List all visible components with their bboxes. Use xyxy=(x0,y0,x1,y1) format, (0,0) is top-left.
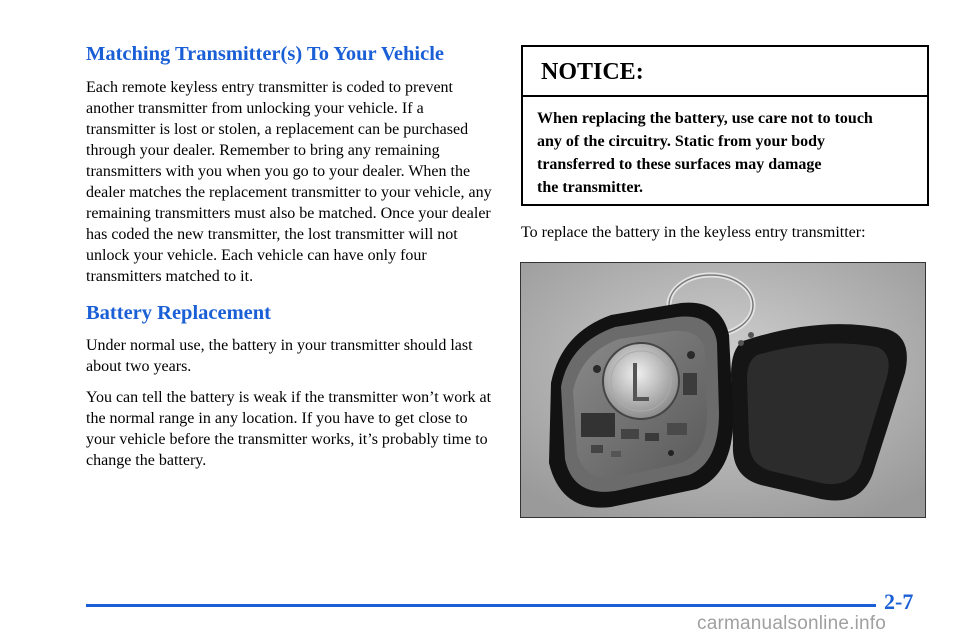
section-heading-matching: Matching Transmitter(s) To Your Vehicle xyxy=(86,43,444,65)
notice-line: the transmitter. xyxy=(537,179,644,196)
notice-line: When replacing the battery, use care not to touch xyxy=(537,110,873,127)
page-number: 2-7 xyxy=(884,589,914,614)
notice-line: any of the circuitry. Static from your body xyxy=(537,133,825,150)
left-column xyxy=(86,42,496,481)
section-heading-battery: Battery Replacement xyxy=(86,301,272,324)
battery-intro-text: To replace the battery in the keyless entry transmitter: xyxy=(521,224,866,241)
footer-rule xyxy=(86,604,876,607)
notice-box xyxy=(521,45,929,206)
transmitter-photo-illustration xyxy=(521,263,925,517)
paragraph-battery-weak: You can tell the battery is weak if the transmitter won’t work at the normal range in any location. If you have to get close to your vehicle before the transmitter works, it’s probably time to change the battery. xyxy=(86,389,492,470)
watermark-text: carmanualsonline.info xyxy=(697,613,887,634)
paragraph-battery-life: Under normal use, the battery in your transmitter should last about two years. xyxy=(86,337,473,376)
paragraph-matching: Each remote keyless entry transmitter is coded to prevent another transmitter from unlocking your vehicle. If a transmitter is lost or stolen, a replacement can be purchased through your dealer. Remember to bring any remaining transmitters with you when you go to your dealer. When the dealer matches the replacement transmitter to your vehicle, any remaining transmitters must also be matched. Once your dealer has coded the new transmitter, the lost transmitter will not unlock your vehicle. Each vehicle can have only four transmitters matched to it. xyxy=(86,78,492,285)
right-column xyxy=(521,45,929,206)
transmitter-photo xyxy=(520,262,926,518)
notice-line: transferred to these surfaces may damage xyxy=(537,156,822,173)
notice-text xyxy=(523,97,927,199)
notice-title: NOTICE: xyxy=(523,47,927,97)
